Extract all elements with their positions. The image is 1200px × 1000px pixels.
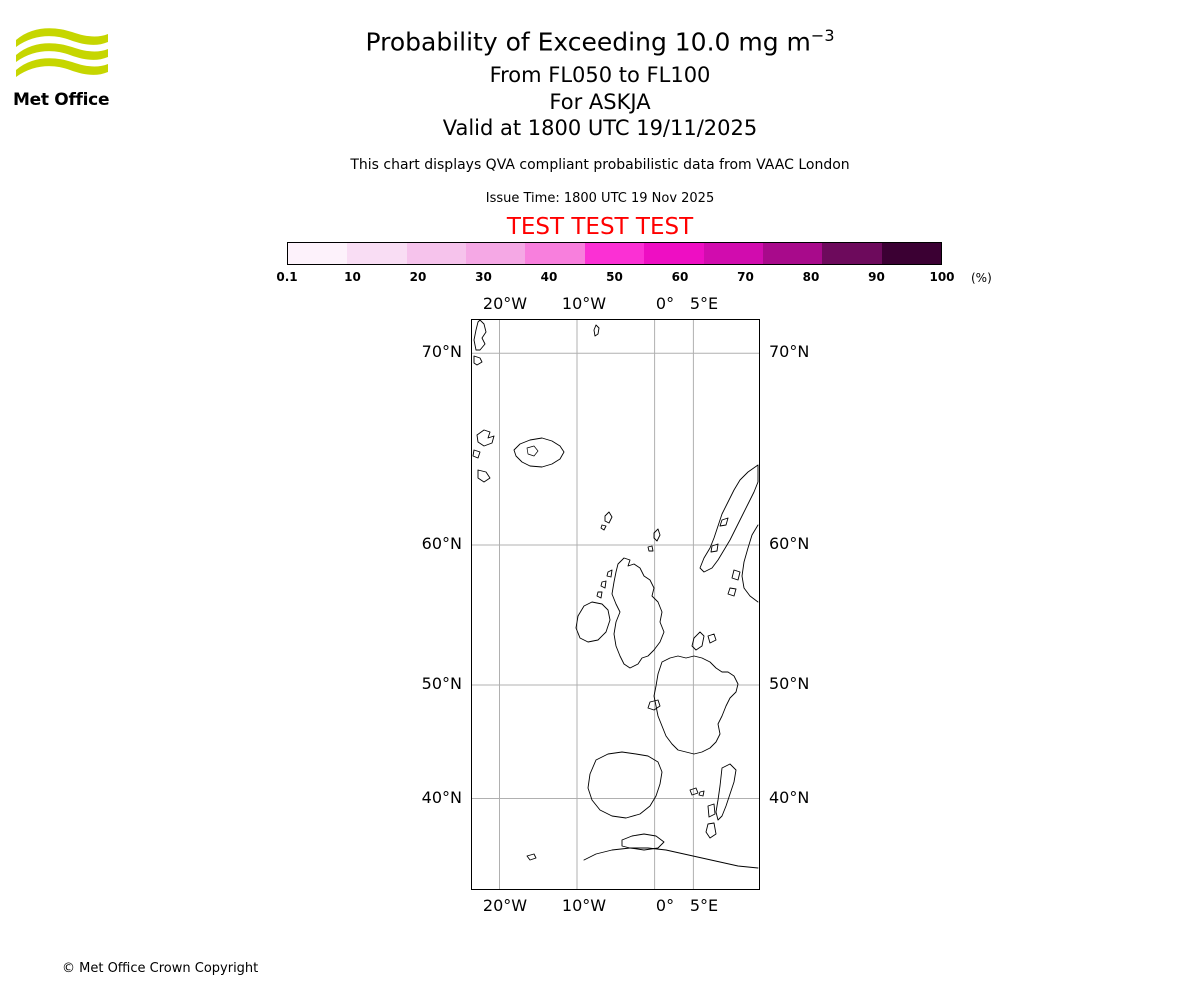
lat-tick-40°N-right: 40°N bbox=[769, 788, 810, 807]
colourbar-tick-10: 10 bbox=[344, 270, 361, 284]
lon-tick-20°W-top: 20°W bbox=[482, 294, 528, 313]
lon-tick-0°-top: 0° bbox=[655, 294, 675, 313]
colourbar-tick-80: 80 bbox=[802, 270, 820, 284]
copyright-notice: © Met Office Crown Copyright bbox=[62, 961, 259, 976]
colourbar-swatch-1 bbox=[347, 243, 406, 264]
subtitle-volcano: For ASKJA bbox=[549, 90, 651, 114]
colourbar-tick-30: 30 bbox=[475, 270, 492, 284]
colourbar-tick-50: 50 bbox=[606, 270, 623, 284]
lon-tick-0°-bottom: 0° bbox=[655, 896, 675, 915]
map-panel[interactable] bbox=[471, 319, 760, 890]
lat-tick-70°N-right: 70°N bbox=[769, 342, 810, 361]
lat-tick-70°N-left: 70°N bbox=[421, 342, 462, 361]
lon-tick-10°W-top: 10°W bbox=[561, 294, 607, 313]
lat-tick-50°N-right: 50°N bbox=[769, 674, 810, 693]
issue-time-label: Issue Time: 1800 UTC 19 Nov 2025 bbox=[485, 191, 715, 206]
lon-tick-10°W-bottom: 10°W bbox=[561, 896, 607, 915]
page-title bbox=[0, 26, 1200, 56]
lat-tick-60°N-left: 60°N bbox=[421, 534, 462, 553]
colourbar-swatch-4 bbox=[525, 243, 584, 264]
colourbar-tick-40: 40 bbox=[540, 270, 558, 284]
lat-tick-60°N-right: 60°N bbox=[769, 534, 810, 553]
lon-tick-20°W-bottom: 20°W bbox=[482, 896, 528, 915]
colourbar-tick-100: 100 bbox=[929, 270, 955, 284]
page-title-text: Probability of Exceeding 10.0 mg m bbox=[365, 27, 811, 57]
colourbar-swatch-0 bbox=[288, 243, 347, 264]
colourbar-swatch-6 bbox=[644, 243, 703, 264]
lon-tick-5°E-bottom: 5°E bbox=[689, 896, 719, 915]
colourbar-tick-90: 90 bbox=[868, 270, 885, 284]
met-office-logo-text: Met Office bbox=[13, 90, 110, 110]
lon-tick-5°E-top: 5°E bbox=[689, 294, 719, 313]
colourbar-swatch-7 bbox=[704, 243, 763, 264]
colourbar-tick-60: 60 bbox=[671, 270, 689, 284]
lat-tick-40°N-left: 40°N bbox=[421, 788, 462, 807]
colourbar-units: (%) bbox=[971, 271, 992, 285]
qva-compliance-note: This chart displays QVA compliant probabilistic data from VAAC London bbox=[350, 157, 850, 173]
colourbar-swatch-5 bbox=[585, 243, 644, 264]
colourbar-tick-20: 20 bbox=[409, 270, 427, 284]
test-banner: TEST TEST TEST bbox=[506, 214, 694, 240]
page-title-superscript: −3 bbox=[810, 26, 835, 45]
colourbar-swatch-2 bbox=[407, 243, 466, 264]
colourbar-swatch-3 bbox=[466, 243, 525, 264]
colourbar-tick-70: 70 bbox=[737, 270, 754, 284]
colourbar-tick-0.1: 0.1 bbox=[276, 270, 298, 284]
colourbar bbox=[287, 242, 942, 265]
lat-tick-50°N-left: 50°N bbox=[421, 674, 462, 693]
subtitle-flight-levels: From FL050 to FL100 bbox=[489, 63, 711, 87]
colourbar-swatch-8 bbox=[763, 243, 822, 264]
colourbar-swatch-10 bbox=[882, 243, 941, 264]
colourbar-swatch-9 bbox=[822, 243, 881, 264]
colourbar-swatches bbox=[287, 242, 942, 265]
subtitle-valid-time: Valid at 1800 UTC 19/11/2025 bbox=[442, 116, 758, 140]
